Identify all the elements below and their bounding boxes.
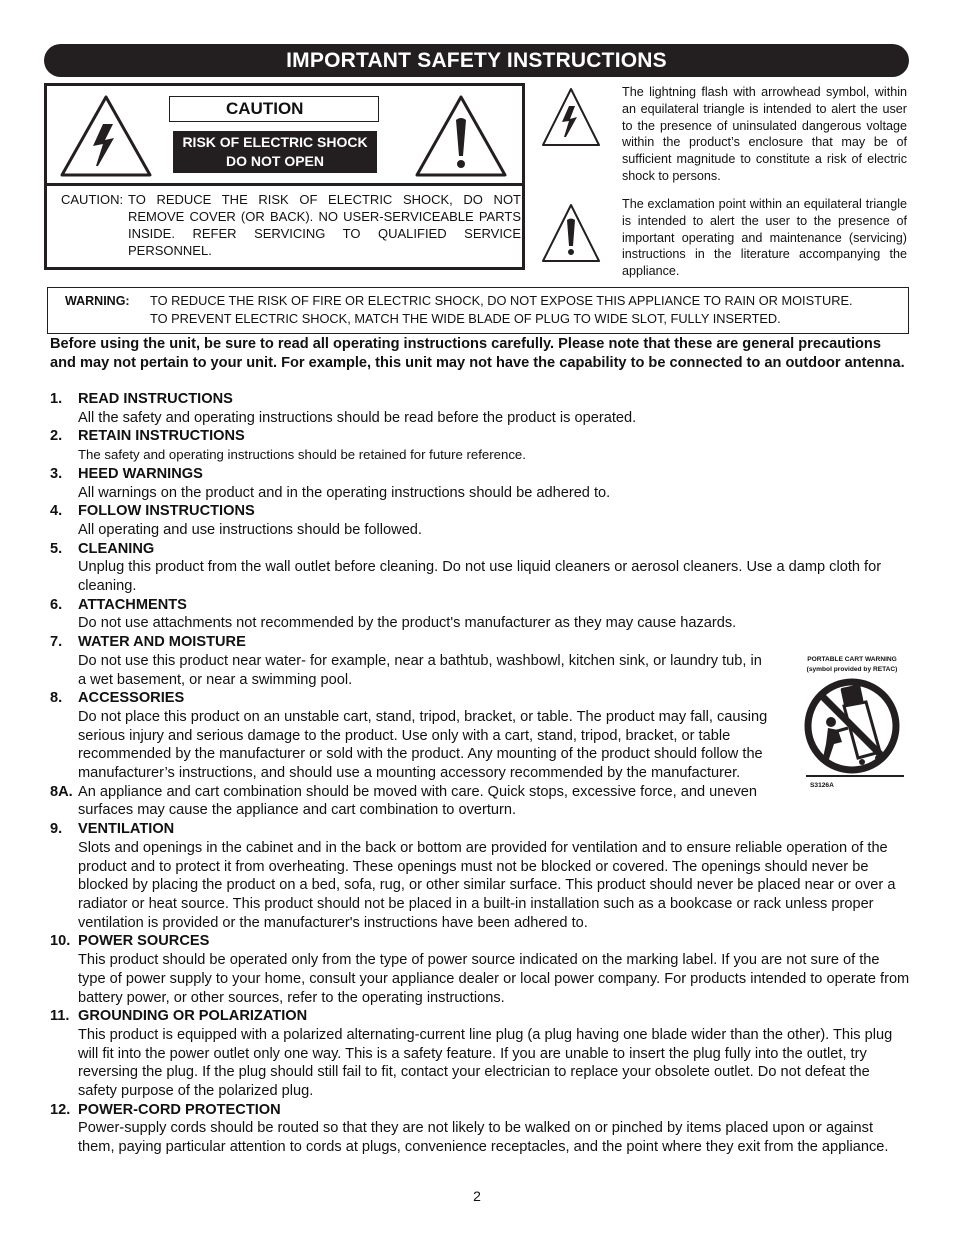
- item-title: GROUNDING OR POLARIZATION: [78, 1008, 308, 1025]
- item-body: All warnings on the product and in the operating instructions should be adhered to.: [78, 484, 611, 501]
- cart-warning-code: S3126A: [810, 782, 834, 789]
- list-item: [50, 820, 910, 932]
- item-body: This product is equipped with a polarized alternating-current line plug (a plug having one blade wider than the other). This plug will fit into the power outlet only one way. This is a safety feature. If you are unable to insert the plug fully into the outlet, try reversing the plug. If the plug should still fail to fit, contact your electrician to replace your obsolete outlet. Do not defeat the safety purpose of the polarized plug.: [78, 1026, 893, 1100]
- list-item: [50, 783, 910, 820]
- exclamation-symbol-icon: [540, 202, 602, 264]
- intro-paragraph: Before using the unit, be sure to read all operating instructions carefully. Please note that these are general precautions and may not pertain to your unit. For example, this unit may not have the capability to be connected to an outdoor antenna.: [50, 336, 905, 371]
- item-body: An appliance and cart combination should be moved with care. Quick stops, excessive force, and uneven surfaces may cause the appliance and cart combination to overturn.: [78, 783, 757, 819]
- item-number: 1.: [50, 391, 63, 407]
- warning-box: [47, 287, 909, 334]
- lightning-symbol-text: The lightning flash with arrowhead symbol, within an equilateral triangle is intended to alert the user to the presence of uninsulated dangerous voltage within the product’s enclosure that may be of sufficient magnitude to constitute a risk of electric shock to persons.: [622, 85, 907, 183]
- warning-label: WARNING:: [65, 294, 130, 308]
- list-item: [50, 390, 910, 427]
- item-body: Power-supply cords should be routed so that they are not likely to be walked on or pinched by items placed upon or against them, paying particular attention to cords at plugs, convenience receptacles, and the point where they exit from the appliance.: [78, 1120, 889, 1156]
- item-number: 7.: [50, 634, 63, 651]
- risk-line-2: DO NOT OPEN: [225, 153, 324, 169]
- item-title: RETAIN INSTRUCTIONS: [78, 428, 245, 445]
- list-item: [50, 465, 910, 502]
- lightning-symbol-icon: [540, 86, 602, 148]
- cart-tip-over-icon: [804, 678, 904, 778]
- item-title: HEED WARNINGS: [78, 465, 203, 482]
- item-number: 3.: [50, 465, 63, 482]
- item-body: Unplug this product from the wall outlet before cleaning. Do not use liquid cleaners or aerosol cleaners. Use a damp cloth for cleaning.: [78, 559, 882, 595]
- exclamation-warning-icon: [414, 94, 508, 178]
- cart-warning: [798, 654, 906, 794]
- item-title: CLEANING: [78, 540, 155, 557]
- lightning-warning-icon: [59, 94, 153, 178]
- page-number: 2: [473, 1188, 481, 1204]
- item-number: 11.: [50, 1008, 70, 1025]
- item-title: VENTILATION: [78, 821, 175, 838]
- list-item: [50, 689, 910, 783]
- list-item: [50, 596, 910, 633]
- exclamation-symbol-text: The exclamation point within an equilateral triangle is intended to alert the user to the presence of important operating and maintenance (servicing) instructions in the literature accompanying the appliance.: [622, 197, 907, 279]
- cart-warning-title: PORTABLE CART WARNING: [807, 656, 897, 663]
- item-number: 12.: [50, 1101, 71, 1118]
- item-number: 8A.: [50, 783, 73, 800]
- item-body: Do not use attachments not recommended by the product's manufacturer as they may cause hazards.: [78, 615, 737, 632]
- caution-box: [44, 83, 525, 270]
- risk-notice: [173, 131, 377, 173]
- item-title: ACCESSORIES: [78, 690, 185, 707]
- item-body: All the safety and operating instructions should be read before the product is operated.: [78, 409, 637, 426]
- list-item: [50, 427, 910, 464]
- risk-line-1: RISK OF ELECTRIC SHOCK: [182, 134, 368, 150]
- caution-label: CAUTION: [169, 96, 379, 122]
- item-number: 8.: [50, 690, 63, 707]
- item-number: 4.: [50, 503, 63, 520]
- item-title: WATER AND MOISTURE: [78, 634, 246, 651]
- item-body: Do not place this product on an unstable cart, stand, tripod, bracket, or table. The product may fall, causing serious injury and serious damage to the product. Use only with a cart, stand, tripod, bracket, or table recommended by the manufacturer or sold with the product. Any mounting of the product should follow the manufacturer’s instructions, and should use a mounting accessory recommended by the manufacturer.: [78, 708, 768, 782]
- list-item: [50, 1101, 910, 1157]
- list-item: [50, 633, 910, 689]
- item-number: 10.: [50, 933, 71, 950]
- cart-warning-credit: (symbol provided by RETAC): [806, 666, 898, 673]
- item-number: 2.: [50, 428, 63, 445]
- item-number: 9.: [50, 821, 63, 838]
- warning-line-2: TO PREVENT ELECTRIC SHOCK, MATCH THE WIDE BLADE OF PLUG TO WIDE SLOT, FULLY INSERTED.: [150, 311, 781, 326]
- item-body: Do not use this product near water- for example, near a bathtub, washbowl, kitchen sink, or laundry tub, in a wet basement, or near a swimming pool.: [78, 652, 762, 688]
- item-body: This product should be operated only from the type of power source indicated on the marking label. If you are not sure of the type of power supply to your home, consult your appliance dealer or local power company. For products intended to operate from battery power, or other sources, refer to the operating instructions.: [78, 952, 910, 1006]
- item-body: The safety and operating instructions should be retained for future reference.: [78, 447, 526, 463]
- list-item: [50, 1007, 910, 1101]
- item-number: 5.: [50, 540, 63, 557]
- page-title: IMPORTANT SAFETY INSTRUCTIONS: [44, 44, 909, 77]
- caution-header: [47, 86, 522, 186]
- item-number: 6.: [50, 596, 63, 613]
- caution-text: [61, 191, 521, 259]
- caution-text-label: CAUTION:: [61, 192, 124, 207]
- item-title: READ INSTRUCTIONS: [78, 391, 233, 407]
- item-body: Slots and openings in the cabinet and in the back or bottom are provided for ventilation and to ensure reliable operation of the product and to protect it from overheating. These openings must not be blocked or covered. The openings should never be blocked by placing the product on a bed, sofa, rug, or other similar surface. This product should never be placed near or over a radiator or heat source. This product should not be placed in a built-in installation such as a bookcase or rack unless proper ventilation is provided or the manufacturer's instructions have been adhered to.: [78, 839, 896, 931]
- warning-line-1: TO REDUCE THE RISK OF FIRE OR ELECTRIC SHOCK, DO NOT EXPOSE THIS APPLIANCE TO RAIN OR MOISTURE.: [150, 293, 853, 308]
- warning-body: [150, 292, 910, 328]
- item-body: All operating and use instructions should be followed.: [78, 521, 422, 538]
- item-title: POWER SOURCES: [78, 933, 210, 950]
- caution-text-body: TO REDUCE THE RISK OF ELECTRIC SHOCK, DO NOT REMOVE COVER (OR BACK). NO USER-SERVICEABLE PARTS INSIDE. REFER SERVICING TO QUALIFIED SERVICE PERSONNEL.: [128, 192, 521, 258]
- item-title: FOLLOW INSTRUCTIONS: [78, 503, 255, 520]
- item-title: ATTACHMENTS: [78, 596, 187, 613]
- instruction-list: [50, 390, 910, 1157]
- item-title: POWER-CORD PROTECTION: [78, 1101, 281, 1118]
- list-item: [50, 932, 910, 1007]
- list-item: [50, 502, 910, 539]
- list-item: [50, 540, 910, 596]
